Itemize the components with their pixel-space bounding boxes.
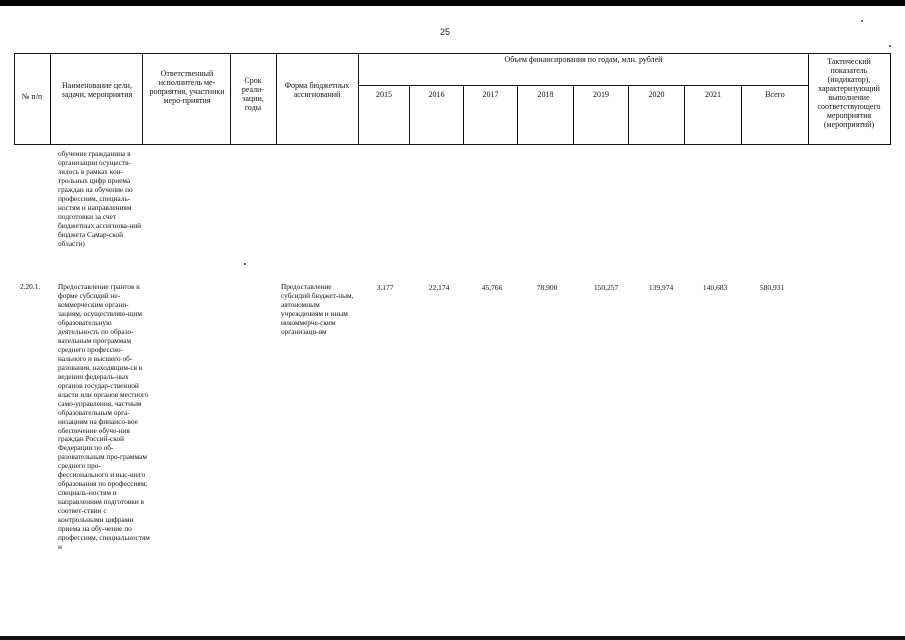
header-funding: Объем финансирования по годам, млн. рублей — [504, 55, 663, 64]
row-value-2019: 150,257 — [593, 283, 619, 292]
table-right-border — [890, 53, 891, 145]
table-bottom-border — [14, 144, 891, 145]
header-executor: Ответственный исполнитель ме-роприятия, участники меро-приятия — [149, 69, 225, 105]
row-value-2018: 78,900 — [536, 283, 558, 292]
row-value-2021: 140,683 — [702, 283, 728, 292]
header-year-total: Всего — [765, 90, 785, 99]
row-value-total: 580,931 — [759, 283, 785, 292]
bottom-scan-band — [0, 636, 905, 640]
top-scan-band — [0, 0, 905, 6]
column-divider — [230, 53, 231, 145]
page-number: 25 — [440, 27, 451, 37]
header-year-2016: 2016 — [428, 90, 445, 99]
row-value-2017: 45,766 — [481, 283, 503, 292]
row-value-2016: 22,174 — [428, 283, 450, 292]
continuation-description: обучение гражданина в организации осуществ-лялось в рамках кон-трольных цифр приема граждан на обучение по профессиям, специаль-ностям и направлениям подготовки за счет бюджетных ассигнова-ний бюджета Самар-ской области) — [58, 149, 142, 248]
row-number: 2.20.1. — [20, 282, 41, 291]
header-year-2018: 2018 — [537, 90, 554, 99]
header-year-2019: 2019 — [593, 90, 609, 99]
header-form: Форма бюджетных ассигнований — [284, 81, 350, 99]
header-indicator: Тактический показатель (индикатор), характеризующий выполнение соответствующего мероприятия (мероприятий) — [817, 57, 881, 129]
row-value-2020: 139,974 — [648, 283, 674, 292]
header-year-2017: 2017 — [482, 90, 499, 99]
header-term: Срок реали-зации, годы — [241, 76, 265, 112]
row-description: Предоставление грантов в форме субсидий не-коммерческим органи-зациям, осуществляю-щим образовательную деятельность по образо-вательным программам среднего профессио-нального и высшего об-разования, находящим-ся в ведении федераль-ных органов государ-ственной власти или органов местного само-управления, частным образовательным орга-низациям на финансо-вое обеспечение обуче-ния граждан Россий-ской Федерации по об-разовательным про-граммам среднего про-фессионального и выс-шего образования по профессиям, специаль-ностям и направлениям подготовки в соответ-ствии с контрольными цифрами приема на обу-чение по профессиям, специальностям и — [58, 282, 150, 552]
column-divider — [358, 53, 359, 145]
row-value-2015: 3,177 — [376, 283, 394, 292]
header-year-2020: 2020 — [648, 90, 665, 99]
row-budget-form: Предоставление субсидий бюджет-ным, автономным учреждениям и иным некоммерче-ским организаци-ям — [281, 282, 354, 336]
scan-speck — [244, 263, 246, 265]
header-number: № п/п — [21, 92, 43, 101]
header-table-grid — [14, 53, 891, 145]
column-divider — [808, 53, 809, 145]
column-divider — [50, 53, 51, 145]
header-year-2021: 2021 — [705, 90, 721, 99]
scan-speck — [861, 20, 863, 22]
scan-speck — [889, 45, 891, 47]
header-name: Наименование цели, задачи, мероприятия — [61, 81, 133, 99]
table-top-border — [14, 53, 891, 54]
column-divider — [276, 53, 277, 145]
header-year-2015: 2015 — [376, 90, 392, 99]
column-divider — [142, 53, 143, 145]
